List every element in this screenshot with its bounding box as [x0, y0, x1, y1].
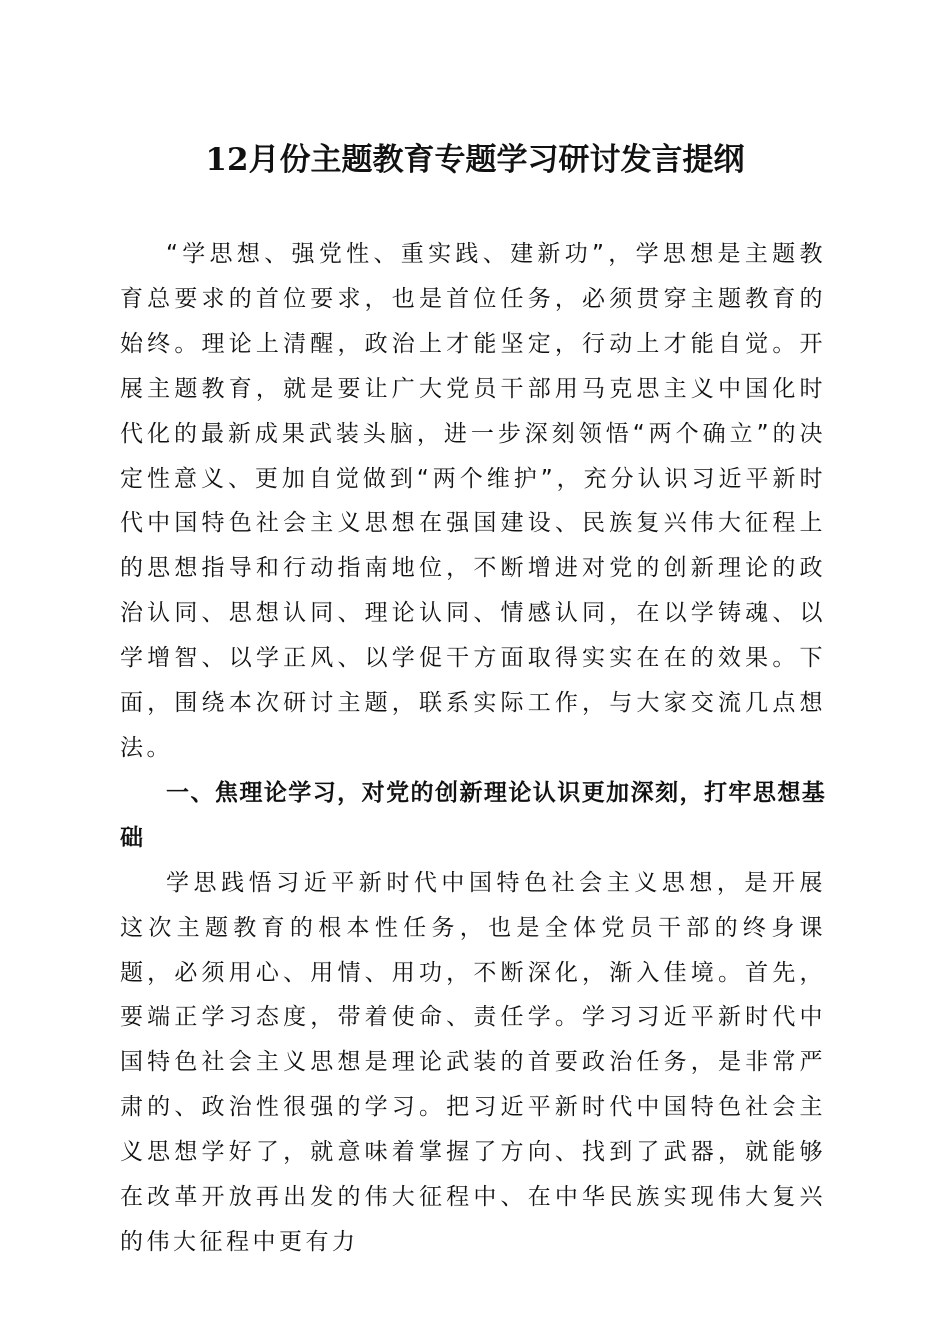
intro-paragraph: “学思想、强党性、重实践、建新功”，学思想是主题教育总要求的首位要求，也是首位任务，必须贯穿主题教育的始终。理论上清醒，政治上才能坚定，行动上才能自觉。开展主题教育，就是要让广大党员干部用马克思主义中国化时代化的最新成果武装头脑，进一步深刻领悟“两个确立”的决定性意义、更加自觉做到“两个维护”，充分认识习近平新时代中国特色社会主义思想在强国建设、民族复兴伟大征程上的思想指导和行动指南地位，不断增进对党的创新理论的政治认同、思想认同、理论认同、情感认同，在以学铸魂、以学增智、以学正风、以学促干方面取得实实在在的效果。下面，围绕本次研讨主题，联系实际工作，与大家交流几点想法。	[120, 241, 826, 761]
document-title: 12月份主题教育专题学习研讨发言提纲	[205, 142, 745, 178]
document-body	[120, 232, 826, 1265]
section-1-heading: 一、焦理论学习，对党的创新理论认识更加深刻，打牢思想基础	[120, 779, 826, 851]
section-1-paragraph: 学思践悟习近平新时代中国特色社会主义思想，是开展这次主题教育的根本性任务，也是全体党员干部的终身课题，必须用心、用情、用功，不断深化，渐入佳境。首先，要端正学习态度，带着使命、责任学。学习习近平新时代中国特色社会主义思想是理论武装的首要政治任务，是非常严肃的、政治性很强的学习。把习近平新时代中国特色社会主义思想学好了，就意味着掌握了方向、找到了武器，就能够在改革开放再出发的伟大征程中、在中华民族实现伟大复兴的伟大征程中更有力	[120, 869, 826, 1255]
